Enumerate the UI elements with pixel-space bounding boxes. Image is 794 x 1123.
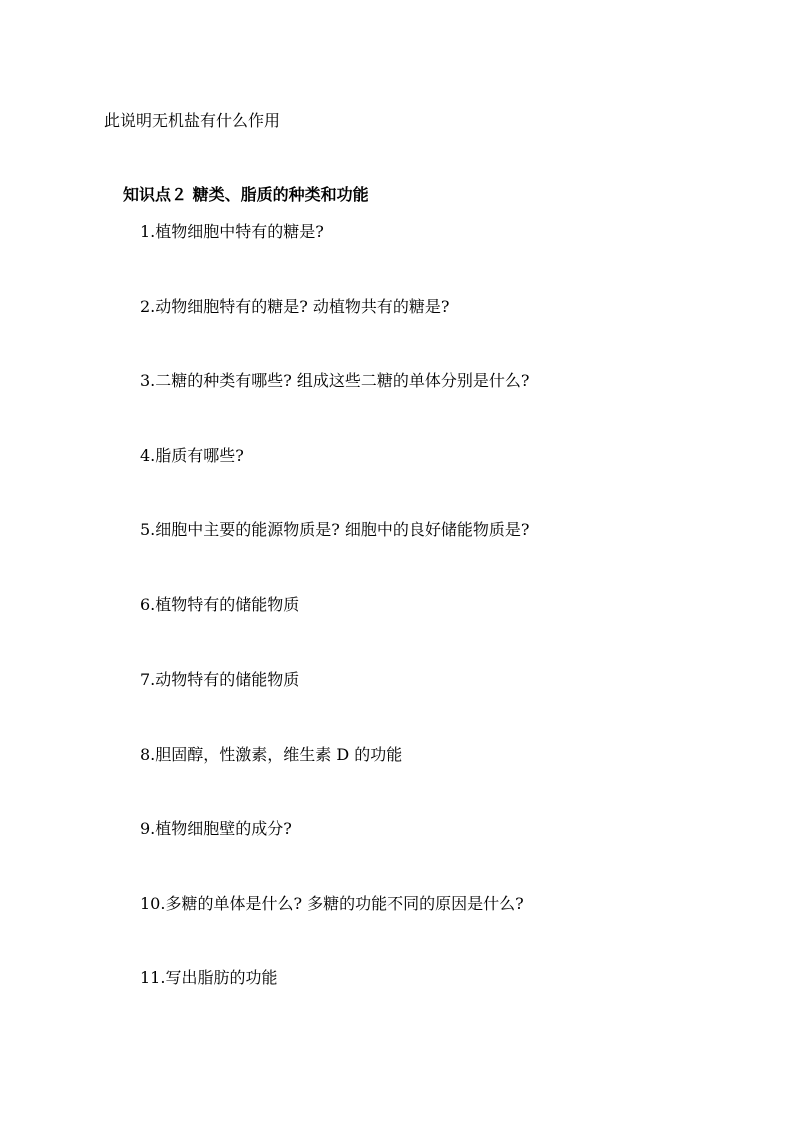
question-8: 8.胆固醇，性激素，维生素 D 的功能 [140,745,403,764]
question-7: 7.动物特有的储能物质 [140,670,300,689]
question-5: 5.细胞中主要的能源物质是? 细胞中的良好储能物质是? [140,520,530,539]
question-11: 11.写出脂肪的功能 [140,968,278,987]
question-10: 10.多糖的单体是什么? 多糖的功能不同的原因是什么? [140,894,524,913]
question-4: 4.脂质有哪些? [140,446,244,465]
question-6: 6.植物特有的储能物质 [140,595,300,614]
question-2: 2.动物细胞特有的糖是? 动植物共有的糖是? [140,297,450,316]
question-3: 3.二糖的种类有哪些? 组成这些二糖的单体分别是什么? [140,371,530,390]
section-heading: 知识点２ 糖类、脂质的种类和功能 [123,185,369,204]
intro-line: 此说明无机盐有什么作用 [104,111,281,130]
question-1: 1.植物细胞中特有的糖是? [140,222,324,241]
question-9: 9.植物细胞壁的成分? [140,819,292,838]
